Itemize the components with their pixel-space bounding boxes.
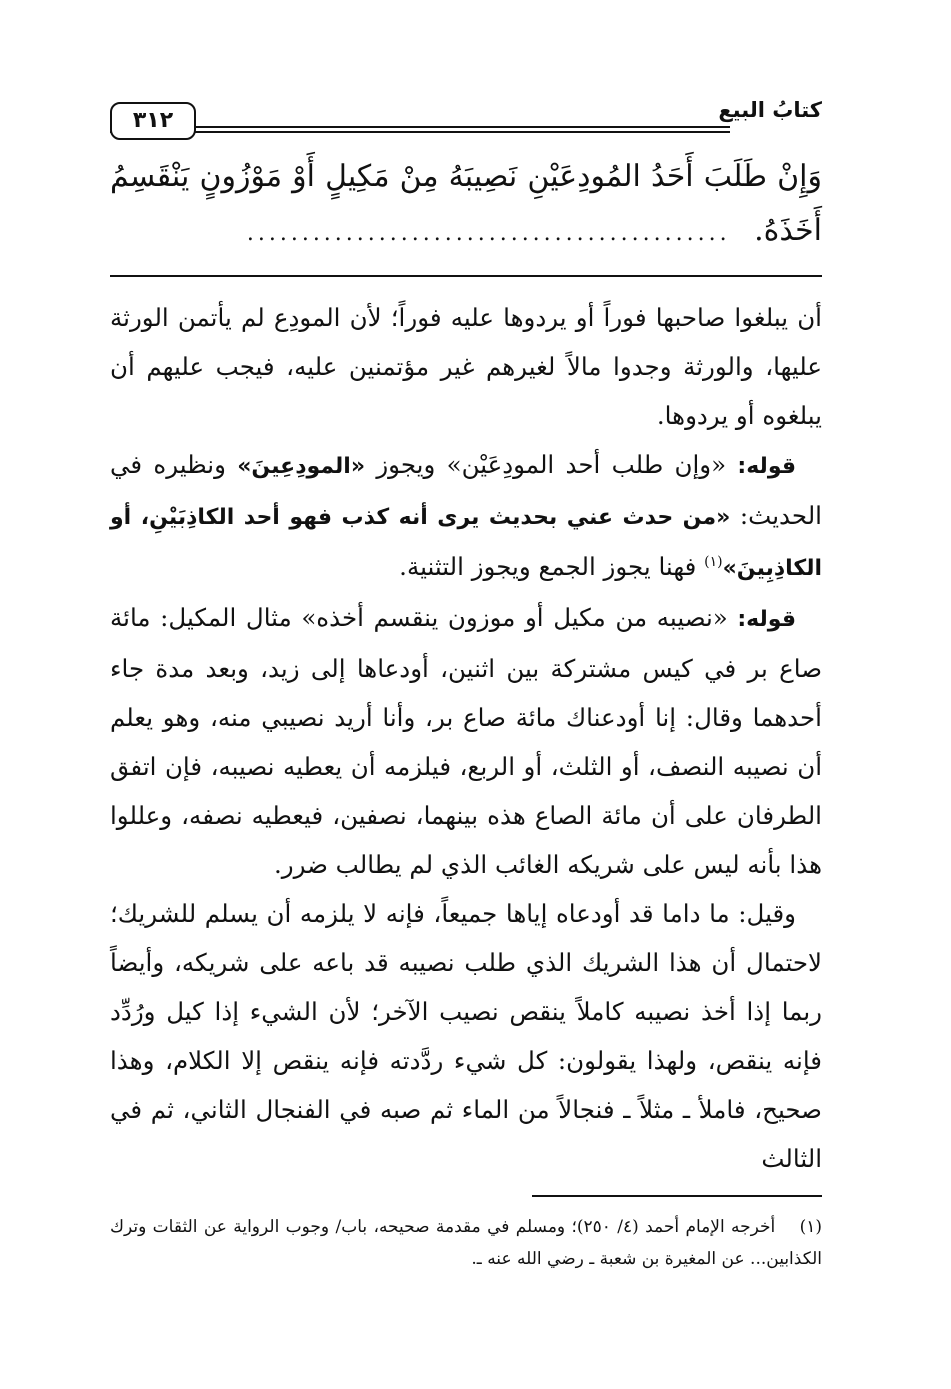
footnote-text: أخرجه الإمام أحمد (٤/ ٢٥٠)؛ ومسلم في مقدمة صحيحه، باب/ وجوب الرواية عن الثقات وترك الكذابين... عن المغيرة بن شعبة ـ رضي الله عنه ـ.	[110, 1216, 822, 1269]
matn-separator	[110, 275, 822, 277]
qawl-label: قوله:	[737, 454, 797, 479]
footnote-separator	[532, 1195, 822, 1197]
paragraph-1: أن يبلغوا صاحبها فوراً أو يردوها عليه فوراً؛ لأن المودِع لم يأتمن الورثة عليها، والورثة وجدوا مالاً لغيرهم غير مؤتمنين عليه، فيجب عليهم أن يبلغوه أو يردوها.	[110, 303, 822, 430]
page-number: ٣١٢	[110, 102, 196, 140]
quote: «نصيبه من مكيل أو موزون ينقسم أخذه»	[301, 603, 728, 632]
footnote-number: (١)	[799, 1216, 823, 1237]
matn-dots: ............................................	[246, 221, 731, 246]
book-page	[110, 90, 822, 1275]
text-run: ويجوز	[365, 450, 436, 479]
text-run: فهنا يجوز الجمع ويجوز التثنية.	[399, 552, 697, 581]
paragraph-3	[110, 593, 822, 889]
hadith-quote: «من حدث عني بحديث يرى أنه كذب فهو أحد الكاذِبَيْنِ، أو الكاذِبِينَ»	[110, 505, 822, 581]
book-title: كتابُ البيع	[718, 98, 822, 122]
quote: «وإن طلب أحد المودِعَيْن»	[446, 450, 727, 479]
header-rule	[110, 126, 730, 128]
matn-text	[110, 150, 822, 261]
footnote-ref[interactable]: (١)	[704, 553, 723, 570]
quote: «المودِعِينَ»	[237, 454, 366, 479]
qawl-label: قوله:	[737, 607, 796, 632]
paragraph-2	[110, 440, 822, 593]
text-run: مثال المكيل: مائة صاع بر في كيس مشتركة بين اثنين، أودعاها إلى زيد، وبعد مدة جاء أحدهما وقال: إنا أودعناك مائة صاع بر، وأنا أريد نصيبي منه، وهو يعلم أن نصيبه النصف، أو الثلث، أو الربع، فيلزمه أن يعطيه نصيبه، فإن اتفق الطرفان على أن مائة الصاع هذه بينهما، نصفين، فيعطيه نصفه، وعللوا هذا بأنه ليس على شريكه الغائب الذي لم يطالب ضرر.	[110, 603, 822, 879]
page-header	[110, 90, 822, 142]
header-rule	[110, 131, 730, 133]
matn-line: وَإِنْ طَلَبَ أَحَدُ المُودِعَيْنِ نَصِيبَهُ مِنْ مَكِيلٍ أَوْ مَوْزُونٍ يَنْقَسِمُ أَخَذَهُ.	[110, 159, 822, 248]
paragraph-4: وقيل: ما داما قد أودعاه إياها جميعاً، فإنه لا يلزمه أن يسلم للشريك؛ لاحتمال أن هذا الشريك الذي طلب نصيبه قد باعه على شريكه، وأيضاً ربما إذا أخذ نصيبه كاملاً ينقص نصيب الآخر؛ لأن الشيء إذا كيل ورُدِّد فإنه ينقص، ولهذا يقولون: كل شيء ردَّدته فإنه ينقص إلا الكلام، وهذا صحيح، فاملأ ـ مثلاً ـ فنجالاً من الماء ثم صبه في الفنجال الثاني، ثم في الثالث	[110, 899, 822, 1173]
text-run: ونظيره في الحديث:	[110, 450, 822, 530]
footnote	[110, 1211, 822, 1275]
